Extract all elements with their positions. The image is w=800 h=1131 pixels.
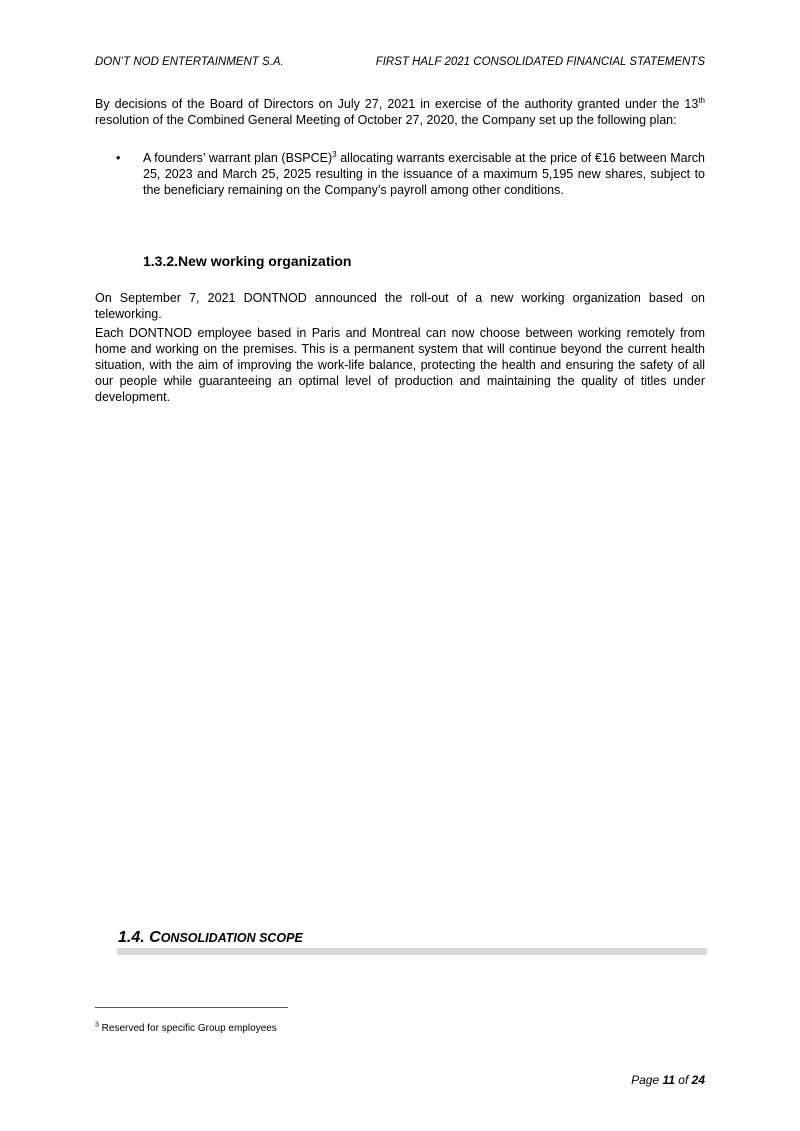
footnote — [95, 1023, 277, 1035]
section-heading-number: 1.4. C — [118, 929, 161, 946]
bullet-list-item — [116, 150, 705, 198]
intro-text-end: resolution of the Combined General Meeting of October 27, 2020, the Company set up the following plan: — [95, 113, 677, 127]
bullet-text-start: A founders’ warrant plan (BSPCE) — [143, 151, 333, 165]
paragraph-announcement: On September 7, 2021 DONTNOD announced the roll-out of a new working organization based on teleworking. — [95, 291, 705, 321]
bullet-icon: • — [116, 151, 121, 165]
section-underline-bar — [117, 948, 707, 955]
paragraph-details: Each DONTNOD employee based in Paris and Montreal can now choose between working remotely from home and working on the premises. This is a permanent system that will continue beyond the current health situation, with the aim of improving the work-life balance, protecting the health and ensuring the safety of all our people while guaranteeing an optimal level of production and maintaining the quality of titles under development. — [95, 326, 705, 404]
section-heading — [118, 928, 303, 948]
bullet-text — [143, 150, 705, 198]
intro-text-start: By decisions of the Board of Directors on July 27, 2021 in exercise of the authority granted under the 13 — [95, 97, 699, 111]
footnote-reference[interactable]: 3 — [332, 149, 337, 159]
bullet-text-end: allocating warrants exercisable at the price of €16 between March 25, 2023 and March 25, 2025 resulting in the issuance of a maximum 5,195 new shares, subject to the beneficiary remaining on the Company’s payroll among other conditions. — [143, 151, 705, 197]
footnote-mark: 3 — [95, 1021, 99, 1029]
header-document-title: FIRST HALF 2021 CONSOLIDATED FINANCIAL STATEMENTS — [375, 56, 705, 68]
page-number-current: 11 — [662, 1073, 675, 1087]
footnote-divider — [95, 1007, 288, 1008]
intro-superscript: th — [698, 95, 705, 105]
section-heading-title: ONSOLIDATION SCOPE — [160, 931, 303, 945]
page-number — [631, 1073, 705, 1087]
footnote-text: Reserved for specific Group employees — [98, 1023, 277, 1034]
intro-paragraph — [95, 96, 705, 128]
page-number-prefix: Page — [631, 1073, 663, 1087]
header-company-name: DON’T NOD ENTERTAINMENT S.A. — [95, 56, 284, 68]
subsection-heading: 1.3.2.New working organization — [143, 253, 352, 269]
page-number-total: 24 — [691, 1073, 705, 1087]
page-number-of: of — [674, 1073, 692, 1087]
